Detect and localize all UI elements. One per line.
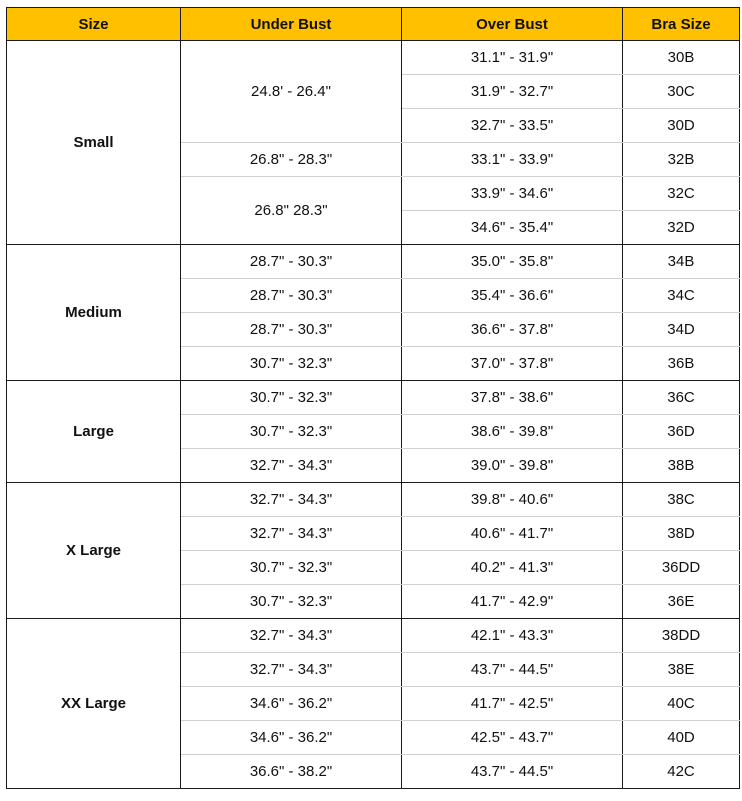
under-bust-cell: 28.7" - 30.3" — [181, 245, 402, 279]
bra-size-cell: 38E — [623, 653, 740, 687]
under-bust-cell: 26.8" - 28.3" — [181, 143, 402, 177]
table-row — [7, 483, 740, 517]
bra-size-cell: 40C — [623, 687, 740, 721]
table-body — [7, 41, 740, 789]
header-over-bust: Over Bust — [402, 8, 623, 41]
bra-size-cell: 38D — [623, 517, 740, 551]
over-bust-cell: 36.6" - 37.8" — [402, 313, 623, 347]
under-bust-cell: 34.6" - 36.2" — [181, 721, 402, 755]
over-bust-cell: 43.7" - 44.5" — [402, 755, 623, 789]
over-bust-cell: 37.8" - 38.6" — [402, 381, 623, 415]
over-bust-cell: 31.1" - 31.9" — [402, 41, 623, 75]
header-size: Size — [7, 8, 181, 41]
bra-size-cell: 42C — [623, 755, 740, 789]
bra-size-cell: 36E — [623, 585, 740, 619]
over-bust-cell: 37.0" - 37.8" — [402, 347, 623, 381]
bra-size-cell: 30D — [623, 109, 740, 143]
bra-size-cell: 38DD — [623, 619, 740, 653]
table-header — [7, 8, 740, 41]
under-bust-cell: 32.7" - 34.3" — [181, 449, 402, 483]
header-under-bust: Under Bust — [181, 8, 402, 41]
under-bust-cell: 30.7" - 32.3" — [181, 585, 402, 619]
table-row — [7, 41, 740, 75]
under-bust-cell: 32.7" - 34.3" — [181, 517, 402, 551]
under-bust-cell: 28.7" - 30.3" — [181, 279, 402, 313]
over-bust-cell: 38.6" - 39.8" — [402, 415, 623, 449]
over-bust-cell: 39.0" - 39.8" — [402, 449, 623, 483]
bra-size-cell: 34D — [623, 313, 740, 347]
bra-size-cell: 38B — [623, 449, 740, 483]
under-bust-cell: 28.7" - 30.3" — [181, 313, 402, 347]
table-row — [7, 245, 740, 279]
bra-size-cell: 36B — [623, 347, 740, 381]
table-row — [7, 619, 740, 653]
under-bust-cell: 26.8" 28.3" — [181, 177, 402, 245]
over-bust-cell: 40.2" - 41.3" — [402, 551, 623, 585]
under-bust-cell: 30.7" - 32.3" — [181, 551, 402, 585]
bra-size-cell: 34C — [623, 279, 740, 313]
under-bust-cell: 32.7" - 34.3" — [181, 619, 402, 653]
under-bust-cell: 24.8' - 26.4" — [181, 41, 402, 143]
over-bust-cell: 41.7" - 42.5" — [402, 687, 623, 721]
over-bust-cell: 31.9" - 32.7" — [402, 75, 623, 109]
size-label: X Large — [7, 483, 181, 619]
size-label: Medium — [7, 245, 181, 381]
over-bust-cell: 33.9" - 34.6" — [402, 177, 623, 211]
over-bust-cell: 40.6" - 41.7" — [402, 517, 623, 551]
bra-size-cell: 36C — [623, 381, 740, 415]
bra-size-chart-table — [6, 7, 740, 789]
over-bust-cell: 34.6" - 35.4" — [402, 211, 623, 245]
bra-size-cell: 36D — [623, 415, 740, 449]
bra-size-cell: 32D — [623, 211, 740, 245]
over-bust-cell: 35.0" - 35.8" — [402, 245, 623, 279]
over-bust-cell: 39.8" - 40.6" — [402, 483, 623, 517]
over-bust-cell: 42.5" - 43.7" — [402, 721, 623, 755]
bra-size-cell: 36DD — [623, 551, 740, 585]
header-bra-size: Bra Size — [623, 8, 740, 41]
over-bust-cell: 32.7" - 33.5" — [402, 109, 623, 143]
under-bust-cell: 36.6" - 38.2" — [181, 755, 402, 789]
over-bust-cell: 42.1" - 43.3" — [402, 619, 623, 653]
bra-size-cell: 34B — [623, 245, 740, 279]
under-bust-cell: 34.6" - 36.2" — [181, 687, 402, 721]
size-label: Large — [7, 381, 181, 483]
table-row — [7, 381, 740, 415]
size-label: XX Large — [7, 619, 181, 789]
over-bust-cell: 35.4" - 36.6" — [402, 279, 623, 313]
bra-size-cell: 38C — [623, 483, 740, 517]
bra-size-cell: 32C — [623, 177, 740, 211]
over-bust-cell: 33.1" - 33.9" — [402, 143, 623, 177]
bra-size-cell: 32B — [623, 143, 740, 177]
under-bust-cell: 30.7" - 32.3" — [181, 381, 402, 415]
under-bust-cell: 30.7" - 32.3" — [181, 347, 402, 381]
bra-size-cell: 40D — [623, 721, 740, 755]
over-bust-cell: 43.7" - 44.5" — [402, 653, 623, 687]
size-label: Small — [7, 41, 181, 245]
under-bust-cell: 30.7" - 32.3" — [181, 415, 402, 449]
bra-size-cell: 30C — [623, 75, 740, 109]
under-bust-cell: 32.7" - 34.3" — [181, 483, 402, 517]
bra-size-cell: 30B — [623, 41, 740, 75]
over-bust-cell: 41.7" - 42.9" — [402, 585, 623, 619]
under-bust-cell: 32.7" - 34.3" — [181, 653, 402, 687]
header-row — [7, 8, 740, 41]
